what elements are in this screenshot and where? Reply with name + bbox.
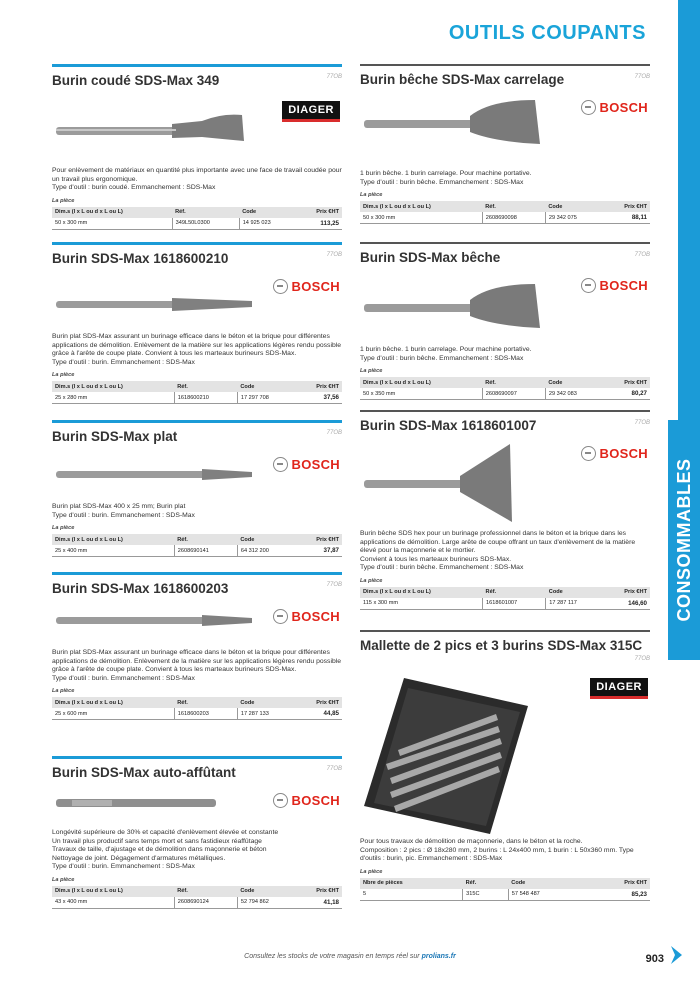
bosch-ring-icon [581, 278, 596, 293]
spec-table: Dim.s (l x L ou d x L ou L) Réf. Code Prix €HT 25 x 600 mm 1618600203 17 287 133 44,85 [52, 697, 342, 720]
spec-table: Dim.s (l x L ou d x L ou L) Réf. Code Prix €HT 115 x 300 mm 1618601007 17 287 117 146,60 [360, 587, 650, 610]
product-description: Burin bêche SDS hex pour un burinage professionnel dans le béton et la brique dans les applications de démolition. Large arête de coupe offrant un taux d'enlèvement de la matière élevé pour la maçonnerie et le mortier. Convient à tous les marteaux burineurs SDS-Max. Type d'outil : burin bêche. Emmanchement : SDS-Max [360, 530, 636, 572]
spec-table: Dim.s (l x L ou d x L ou L) Réf. Code Prix €HT 43 x 400 mm 2608690124 52 794 862 41,18 [52, 886, 342, 909]
product-card: Burin SDS-Max 1618601007 77OB BOSCH Burin bêche SDS hex pour un burinage professionnel dans le béton et la brique dans les applications de démolition. Large arête de coupe offrant un taux d'enlèvement de la matière élevé pour la maçonnerie et le mortier. Convient à tous les marteaux burineurs SDS-Max. Type d'outil : burin bêche. Emmanchement : SDS-Max La pièce Dim.s (l x L ou d x L ou L) Réf. Code Prix €HT 115 x 300 mm 1618601007 17 287 117 146,60 [360, 410, 650, 610]
product-description: Longévité supérieure de 30% et capacité d'enlèvement élevée et constante Un travail plus productif sans temps mort et sans fastidieux réaffûtage Travaux de taille, d'ajustage et de démolition dans maçonnerie et béton Nettoyage de joint. Dégagement d'armatures métalliques. Type d'outil : burin. Emmanchement : SDS-Max [52, 829, 279, 871]
table-row: 25 x 400 mm 2608690141 64 312 200 37,87 [52, 545, 342, 557]
bosch-ring-icon [273, 609, 288, 624]
product-card: Mallette de 2 pics et 3 burins SDS-Max 315C 77OB DIAGER Pour tous travaux de démolition de maçonnerie, dans le béton et la roche. Composition : 2 pics : Ø 18x280 mm, 2 burins : L 24x400 mm, 1 burin : L 50x360 mm. Type d'outils : burin, pic. Emmanchement : SDS-Max La pièce Nbre de pièces Réf. Code Prix €HT 5 315C 57 548 487 85,23 [360, 630, 650, 901]
product-title: Burin SDS-Max auto-affûtant [52, 765, 236, 780]
diager-logo: DIAGER [590, 678, 648, 699]
product-description: 1 burin bêche. 1 burin carrelage. Pour machine portative. Type d'outil : burin bêche. Emmanchement : SDS-Max [360, 170, 532, 186]
bosch-logo: BOSCH [273, 457, 340, 472]
spec-table: Dim.s (l x L ou d x L ou L) Réf. Code Prix €HT 25 x 280 mm 1618600210 17 297 708 37,56 [52, 381, 342, 404]
product-image [52, 93, 342, 163]
product-image [52, 271, 342, 329]
product-description: Pour tous travaux de démolition de maçonnerie, dans le béton et la roche. Composition : 2 pics : Ø 18x280 mm, 2 burins : L 24x400 mm, 1 burin : L 50x360 mm. Type d'outils : burin, pic. Emmanchement : SDS-Max [360, 838, 634, 863]
table-row: 115 x 300 mm 1618601007 17 287 117 146,60 [360, 598, 650, 610]
product-card: Burin SDS-Max plat 77OB BOSCH Burin plat SDS-Max 400 x 25 mm; Burin plat Type d'outil : burin. Emmanchement : SDS-Max La pièce Dim.s (l x L ou d x L ou L) Réf. Code Prix €HT 25 x 400 mm 2608690141 64 312 200 37,87 [52, 420, 342, 557]
product-card: Burin SDS-Max bêche 77OB BOSCH 1 burin bêche. 1 burin carrelage. Pour machine portative. Type d'outil : burin bêche. Emmanchement : SDS-Max La pièce Dim.s (l x L ou d x L ou L) Réf. Code Prix €HT 50 x 350 mm 2608690097 29 342 083 80,27 [360, 242, 650, 400]
product-title: Burin SDS-Max bêche [360, 250, 501, 265]
table-row: 50 x 300 mm 349L50L0300 14 925 023 113,25 [52, 218, 342, 230]
product-image [360, 658, 650, 834]
spec-table: Dim.s (l x L ou d x L ou L) Réf. Code Prix €HT 50 x 300 mm 2608690098 29 342 075 88,11 [360, 201, 650, 224]
prolians-link[interactable]: prolians.fr [421, 953, 456, 960]
bosch-logo: BOSCH [581, 446, 648, 461]
side-tab [668, 0, 700, 992]
product-card: Burin SDS-Max 1618600210 77OB BOSCH Burin plat SDS-Max assurant un burinage efficace dans le béton et la brique pour différentes applications de démolition. Enlèvement de la matière sur les applications légères rendu possible grâce à l'arête de coupe plate. Convient à tous les marteaux burineurs SDS-Max. Type d'outil : burin. Emmanchement : SDS-Max La pièce Dim.s (l x L ou d x L ou L) Réf. Code Prix €HT 25 x 280 mm 1618600210 17 297 708 37,56 [52, 242, 342, 404]
product-title: Mallette de 2 pics et 3 burins SDS-Max 315C [360, 638, 643, 653]
table-row: 25 x 600 mm 1618600203 17 287 133 44,85 [52, 708, 342, 720]
footer-note: Consultez les stocks de votre magasin en temps réel sur prolians.fr [244, 953, 456, 960]
product-card: Burin bêche SDS-Max carrelage 77OB BOSCH 1 burin bêche. 1 burin carrelage. Pour machine portative. Type d'outil : burin bêche. Emmanchement : SDS-Max La pièce Dim.s (l x L ou d x L ou L) Réf. Code Prix €HT 50 x 300 mm 2608690098 29 342 075 88,11 [360, 64, 650, 224]
bosch-ring-icon [273, 793, 288, 808]
product-title: Burin bêche SDS-Max carrelage [360, 72, 565, 87]
side-tab-label: CONSOMMABLES [674, 458, 694, 622]
table-row: 43 x 400 mm 2608690124 52 794 862 41,18 [52, 897, 342, 909]
product-image [52, 785, 342, 825]
spec-table: Dim.s (l x L ou d x L ou L) Réf. Code Prix €HT 50 x 300 mm 349L50L0300 14 925 023 113,25 [52, 207, 342, 230]
product-title: Burin SDS-Max 1618600210 [52, 251, 229, 266]
product-image [52, 449, 342, 499]
bosch-ring-icon [273, 457, 288, 472]
product-card: Burin coudé SDS-Max 349 77OB DIAGER Pour enlèvement de matériaux en quantité plus importante avec une face de travail coudée pour un travail plus ergonomique. Type d'outil : burin coudé. Emmanchement : SDS-Max La pièce Dim.s (l x L ou d x L ou L) Réf. Code Prix €HT 50 x 300 mm 349L50L0300 14 925 023 113,25 [52, 64, 342, 230]
product-card: Burin SDS-Max auto-affûtant 77OB BOSCH Longévité supérieure de 30% et capacité d'enlèvement élevée et constante Un travail plus productif sans temps mort et sans fastidieux réaffûtage Travaux de taille, d'ajustage et de démolition dans maçonnerie et béton Nettoyage de joint. Dégagement d'armatures métalliques. Type d'outil : burin. Emmanchement : SDS-Max La pièce Dim.s (l x L ou d x L ou L) Réf. Code Prix €HT 43 x 400 mm 2608690124 52 794 862 41,18 [52, 756, 342, 909]
product-description: 1 burin bêche. 1 burin carrelage. Pour machine portative. Type d'outil : burin bêche. Emmanchement : SDS-Max [360, 346, 532, 362]
product-image [52, 601, 342, 645]
spec-table: Dim.s (l x L ou d x L ou L) Réf. Code Prix €HT 50 x 350 mm 2608690097 29 342 083 80,27 [360, 377, 650, 400]
bosch-logo: BOSCH [273, 279, 340, 294]
bosch-ring-icon [273, 279, 288, 294]
product-title: Burin SDS-Max plat [52, 429, 178, 444]
product-title: Burin coudé SDS-Max 349 [52, 73, 220, 88]
product-image [360, 438, 650, 526]
table-row: 50 x 300 mm 2608690098 29 342 075 88,11 [360, 212, 650, 224]
bosch-ring-icon [581, 446, 596, 461]
page-number: 903 [645, 953, 664, 965]
product-title: Burin SDS-Max 1618600203 [52, 581, 229, 596]
table-row: 5 315C 57 548 487 85,23 [360, 889, 650, 901]
product-image [360, 92, 650, 162]
spec-table: Dim.s (l x L ou d x L ou L) Réf. Code Prix €HT 25 x 400 mm 2608690141 64 312 200 37,87 [52, 534, 342, 557]
bosch-logo: BOSCH [581, 100, 648, 115]
product-description: Burin plat SDS-Max 400 x 25 mm; Burin plat Type d'outil : burin. Emmanchement : SDS-Max [52, 503, 195, 519]
product-image [360, 270, 650, 342]
spec-table: Nbre de pièces Réf. Code Prix €HT 5 315C 57 548 487 85,23 [360, 878, 650, 901]
bosch-ring-icon [581, 100, 596, 115]
product-description: Burin plat SDS-Max assurant un burinage efficace dans le béton et la brique pour différentes applications de démolition. Enlèvement de la matière sur les applications légères rendu possible grâce à l'arête de coupe plate. Convient à tous les marteaux burineurs SDS-Max. Type d'outil : burin. Emmanchement : SDS-Max [52, 649, 342, 682]
table-row: 25 x 280 mm 1618600210 17 297 708 37,56 [52, 392, 342, 404]
bosch-logo: BOSCH [273, 609, 340, 624]
product-description: Burin plat SDS-Max assurant un burinage efficace dans le béton et la brique pour différentes applications de démolition. Enlèvement de la matière sur les applications légères rendu possible grâce à l'arête de coupe plate. Convient à tous les marteaux burineurs SDS-Max. Type d'outil : burin. Emmanchement : SDS-Max [52, 333, 342, 366]
next-arrow-icon [670, 945, 684, 965]
bosch-logo: BOSCH [273, 793, 340, 808]
page-title: OUTILS COUPANTS [448, 22, 646, 44]
table-row: 50 x 350 mm 2608690097 29 342 083 80,27 [360, 388, 650, 400]
bosch-logo: BOSCH [581, 278, 648, 293]
product-card: Burin SDS-Max 1618600203 77OB BOSCH Burin plat SDS-Max assurant un burinage efficace dans le béton et la brique pour différentes applications de démolition. Enlèvement de la matière sur les applications légères rendu possible grâce à l'arête de coupe plate. Convient à tous les marteaux burineurs SDS-Max. Type d'outil : burin. Emmanchement : SDS-Max La pièce Dim.s (l x L ou d x L ou L) Réf. Code Prix €HT 25 x 600 mm 1618600203 17 287 133 44,85 [52, 572, 342, 720]
product-description: Pour enlèvement de matériaux en quantité plus importante avec une face de travail coudée pour un travail plus ergonomique. Type d'outil : burin coudé. Emmanchement : SDS-Max [52, 167, 342, 192]
product-title: Burin SDS-Max 1618601007 [360, 418, 537, 433]
diager-logo: DIAGER [282, 101, 340, 122]
